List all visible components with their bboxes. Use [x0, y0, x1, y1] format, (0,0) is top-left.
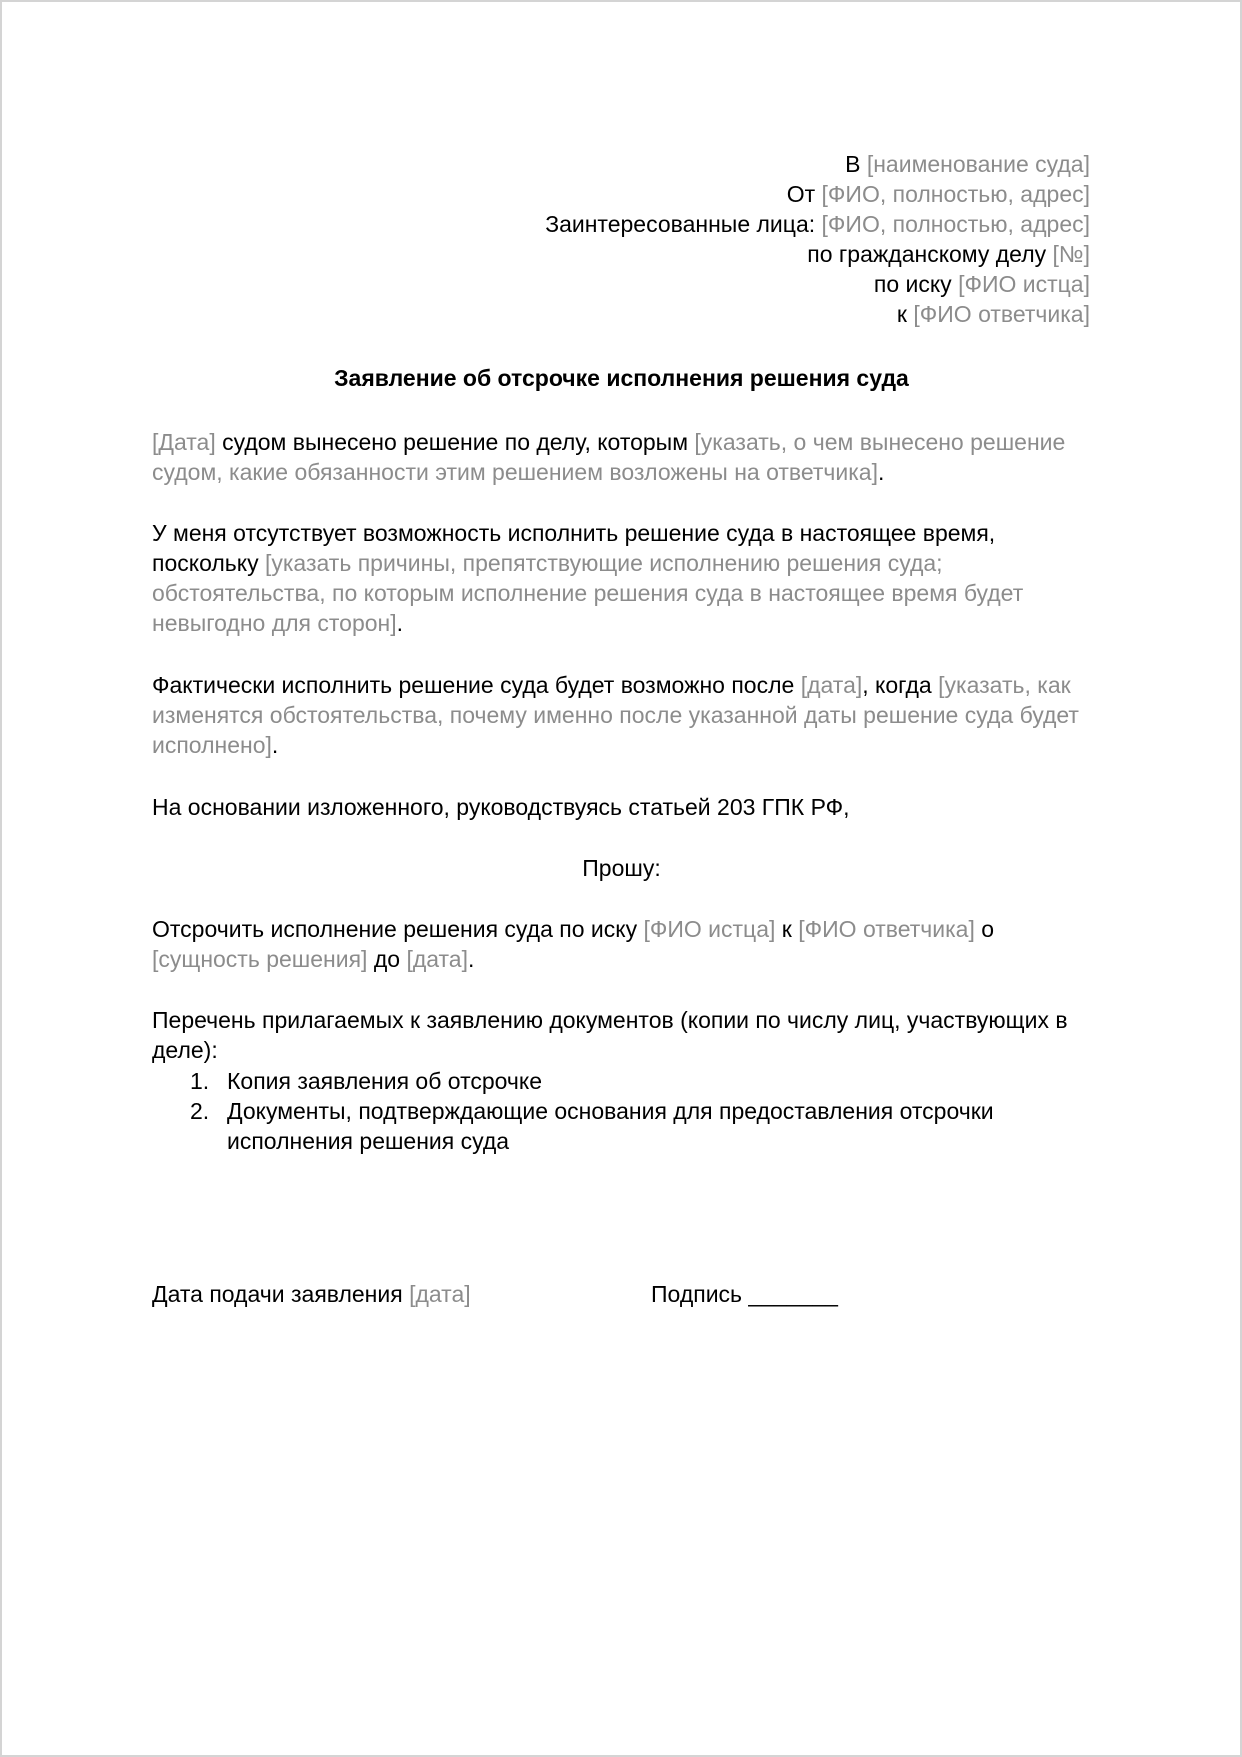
request-heading: Прошу:: [582, 855, 661, 881]
decision-details-placeholder: [указать, о чем вынесено решение судом, какие обязанности этим решением возложены на ответчика]: [152, 429, 1066, 485]
list-item: [152, 1096, 1091, 1156]
list-item-text: Копия заявления об отсрочке: [227, 1068, 543, 1094]
request-date-placeholder: [дата]: [406, 946, 468, 972]
header-interested-line: [290, 209, 1090, 239]
request-defendant-placeholder: [ФИО ответчика]: [798, 916, 975, 942]
filing-date-placeholder: [дата]: [409, 1281, 471, 1307]
list-item-number: 2.: [190, 1098, 210, 1124]
execution-text-2: , когда: [862, 672, 939, 698]
list-item-text: Документы, подтверждающие основания для предоставления отсрочки исполнения решения суда: [227, 1098, 994, 1154]
header-from-placeholder: [ФИО, полностью, адрес]: [821, 181, 1090, 207]
paragraph-impossibility: [152, 518, 1091, 638]
filing-date: [152, 1279, 471, 1309]
request-text: Отсрочить исполнение решения суда по иску: [152, 916, 644, 942]
header-interested-placeholder: [ФИО, полностью, адрес]: [821, 211, 1090, 237]
request-text-4: до: [367, 946, 407, 972]
header-case-prefix: по гражданскому делу: [807, 241, 1047, 267]
request-text-3: о: [974, 916, 995, 942]
execution-details-placeholder: [указать, как изменятся обстоятельства, почему именно после указанной даты решение суда будет исполнено]: [152, 672, 1079, 758]
request-essence-placeholder: [сущность решения]: [152, 946, 368, 972]
decision-text: судом вынесено решение по делу, которым: [215, 429, 695, 455]
header-case-placeholder: [№]: [1052, 241, 1090, 267]
addressee-block: [290, 149, 1090, 329]
header-from-prefix: От: [786, 181, 816, 207]
execution-end: .: [271, 732, 279, 758]
header-court-placeholder: [наименование суда]: [866, 151, 1090, 177]
paragraph-legal-basis: На основании изложенного, руководствуясь статьей 203 ГПК РФ,: [152, 794, 850, 820]
header-court-line: [290, 149, 1090, 179]
impossibility-reasons-placeholder: [указать причины, препятствующие исполнению решения суда; обстоятельства, по которым исполнение решения суда в настоящее время будет невыгодно для сторон]: [152, 550, 1024, 636]
header-claim-line: [290, 269, 1090, 299]
request-end: .: [468, 946, 475, 972]
paragraph-request: [152, 914, 1091, 974]
header-claim-placeholder: [ФИО истца]: [958, 271, 1090, 297]
header-from-line: [290, 179, 1090, 209]
list-item-number: 1.: [190, 1068, 210, 1094]
execution-text: Фактически исполнить решение суда будет возможно после: [152, 672, 801, 698]
impossibility-end: .: [396, 610, 404, 636]
header-against-prefix: к: [896, 301, 907, 327]
header-against-placeholder: [ФИО ответчика]: [913, 301, 1090, 327]
paragraph-execution-date: [152, 670, 1091, 760]
header-interested-prefix: Заинтересованные лица:: [545, 211, 816, 237]
attachments-intro: Перечень прилагаемых к заявлению документов (копии по числу лиц, участвующих в деле):: [152, 1007, 1068, 1063]
signature-line: Подпись _______: [651, 1281, 838, 1307]
header-court-prefix: В: [845, 151, 861, 177]
header-claim-prefix: по иску: [873, 271, 952, 297]
decision-end: .: [878, 459, 885, 485]
decision-date-placeholder: [Дата]: [152, 429, 216, 455]
request-plaintiff-placeholder: [ФИО истца]: [643, 916, 776, 942]
impossibility-text: У меня отсутствует возможность исполнить решение суда в настоящее время, поскольку: [152, 520, 996, 576]
paragraph-decision: [152, 427, 1091, 487]
attachments-list: [152, 1066, 1091, 1156]
header-against-line: [290, 299, 1090, 329]
filing-date-label: Дата подачи заявления: [152, 1281, 410, 1307]
request-text-2: к: [775, 916, 799, 942]
header-case-line: [290, 239, 1090, 269]
document-title: Заявление об отсрочке исполнения решения суда: [334, 365, 909, 391]
list-item: [152, 1066, 1091, 1096]
execution-date-placeholder: [дата]: [800, 672, 863, 698]
